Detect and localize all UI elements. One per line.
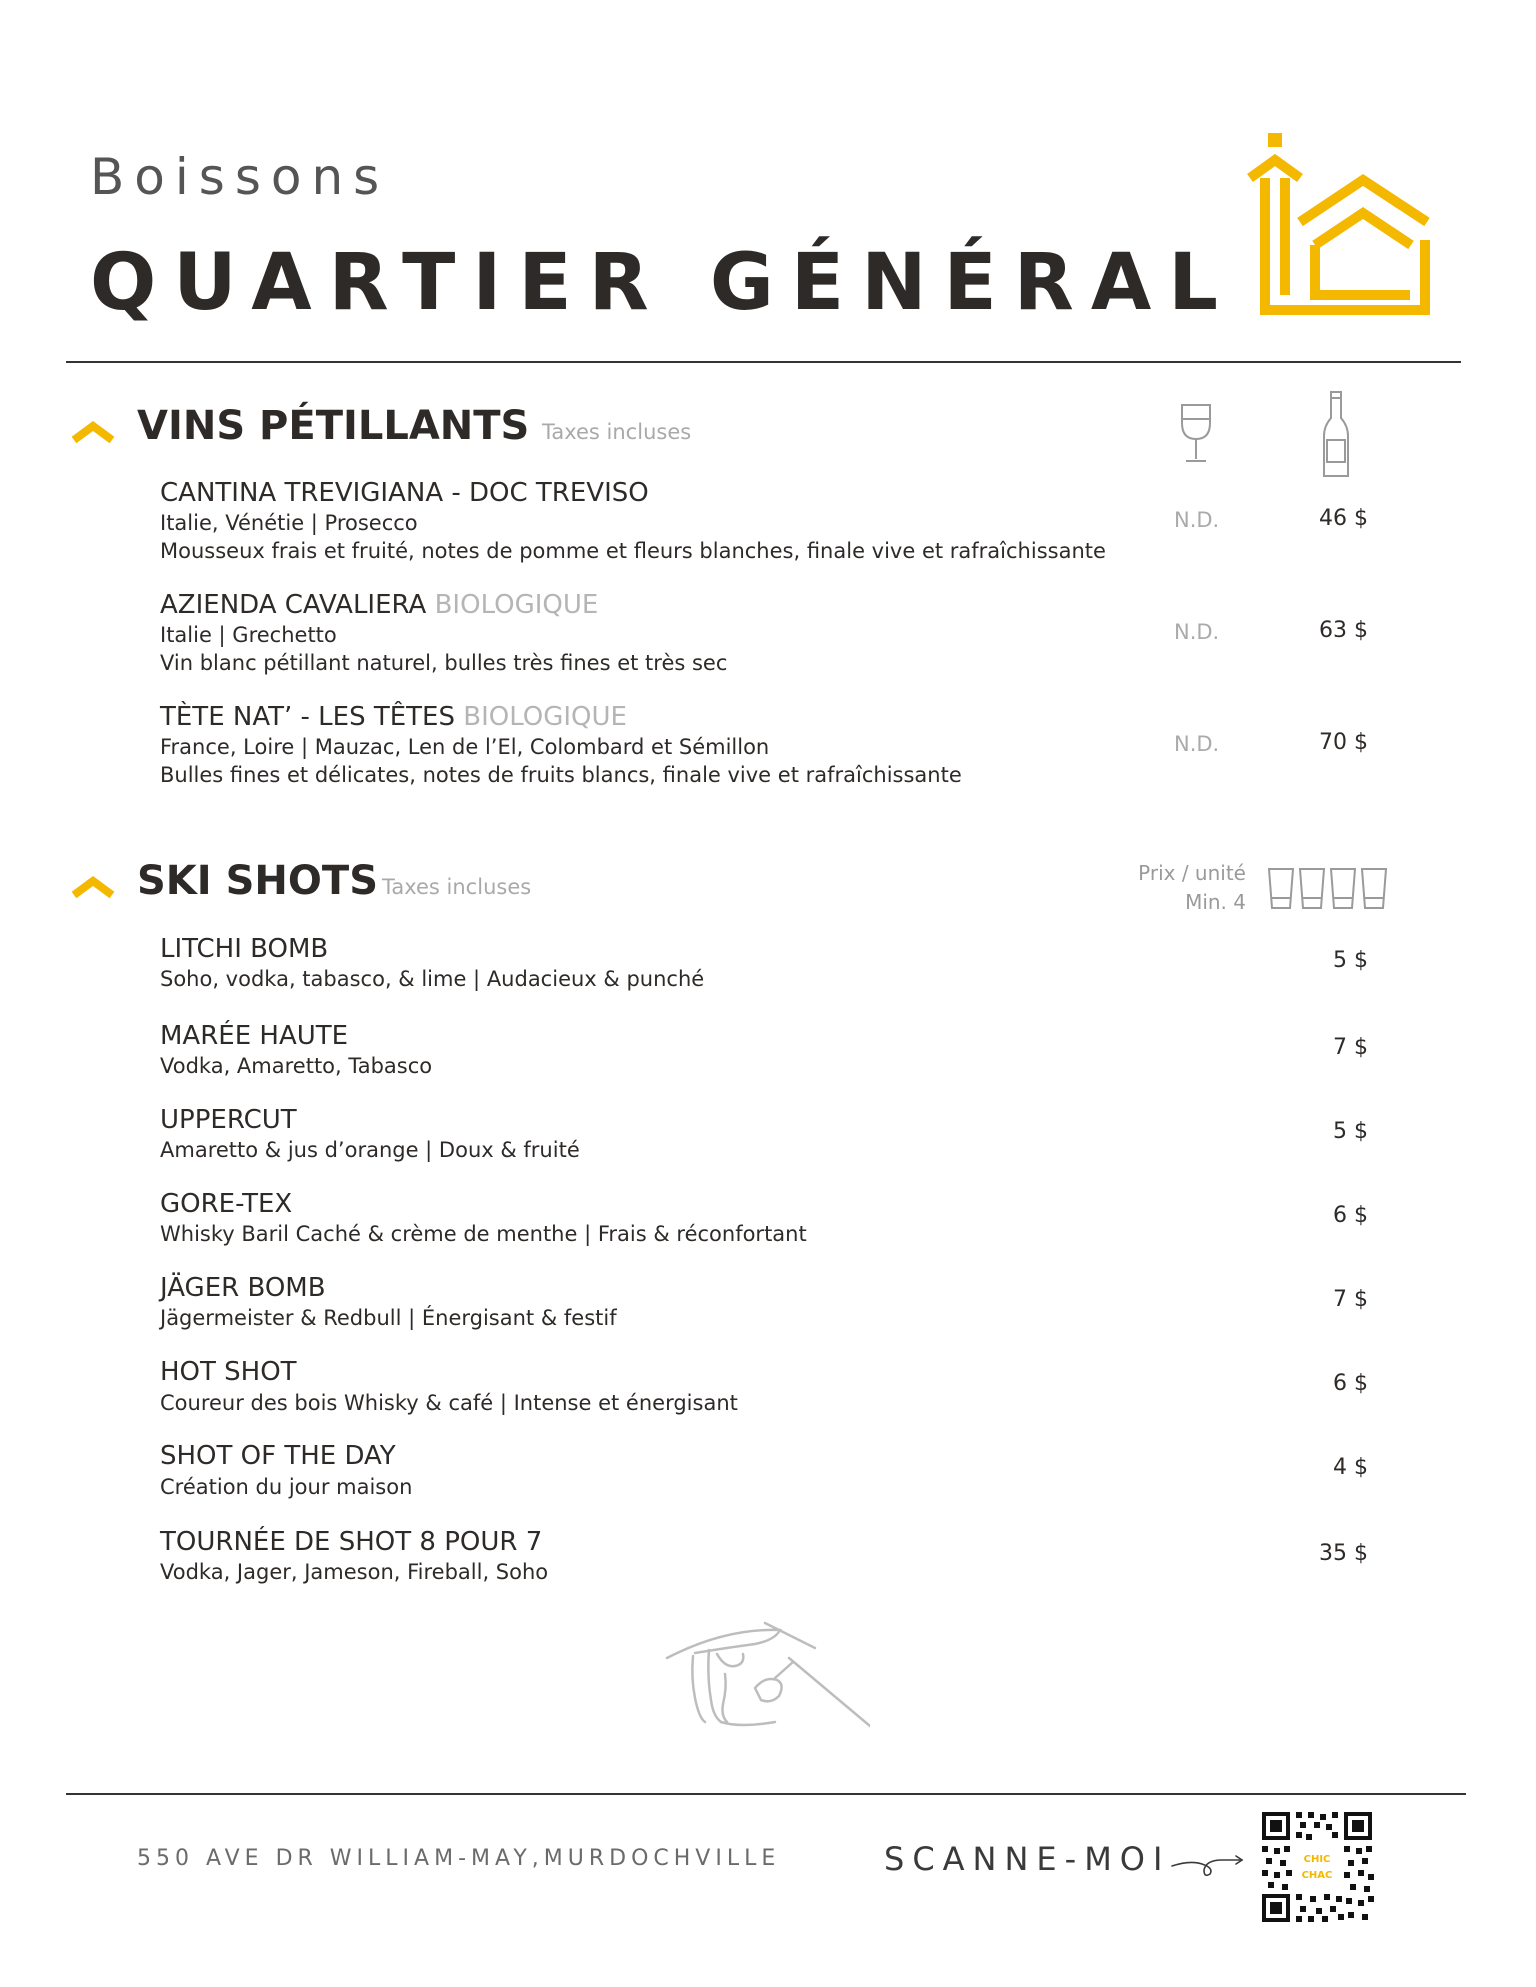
- wine-item-description: Mousseux frais et fruité, notes de pomme et fleurs blanches, finale vive et rafraîchissante: [160, 539, 1106, 563]
- taxes-note: Taxes incluses: [542, 420, 692, 444]
- page-title: QUARTIER GÉNÉRAL: [90, 238, 1235, 328]
- unit-price-label: Prix / unité: [1138, 861, 1246, 885]
- shot-price: 35 $: [1319, 1541, 1368, 1566]
- chevron-up-icon: [70, 418, 116, 444]
- wine-item-description: Bulles fines et délicates, notes de fruits blancs, finale vive et rafraîchissante: [160, 763, 962, 787]
- qr-code[interactable]: [1260, 1810, 1374, 1924]
- shot-price: 7 $: [1333, 1287, 1368, 1312]
- shot-price: 4 $: [1333, 1455, 1368, 1480]
- shot-item-name: SHOT OF THE DAY: [160, 1441, 396, 1471]
- shot-item-name: UPPERCUT: [160, 1105, 297, 1135]
- scan-me-label: SCANNE-MOI: [884, 1840, 1171, 1878]
- shot-item-name: MARÉE HAUTE: [160, 1021, 349, 1051]
- shot-glasses-icon: [1266, 866, 1392, 912]
- address: 550 AVE DR WILLIAM-MAY,MURDOCHVILLE: [137, 1846, 781, 1871]
- shot-price: 5 $: [1333, 1119, 1368, 1144]
- svg-text:CHIC: CHIC: [1303, 1854, 1331, 1865]
- shot-price: 6 $: [1333, 1371, 1368, 1396]
- shot-item-name: LITCHI BOMB: [160, 934, 329, 964]
- wine-item-name: CANTINA TREVIGIANA - DOC TREVISO: [160, 478, 649, 508]
- menu-subtitle: Boissons: [90, 148, 390, 206]
- arrow-icon: [1170, 1850, 1248, 1878]
- organic-tag: BIOLOGIQUE: [434, 590, 599, 620]
- bottle-price: 46 $: [1319, 506, 1368, 531]
- section-title-shots: SKI SHOTS: [137, 858, 378, 904]
- brand-logo: [1245, 130, 1435, 320]
- shot-item-name: HOT SHOT: [160, 1357, 297, 1387]
- shot-item-name: TOURNÉE DE SHOT 8 POUR 7: [160, 1527, 543, 1557]
- svg-text:CHAC: CHAC: [1301, 1870, 1333, 1881]
- wine-item-origin: Italie | Grechetto: [160, 623, 337, 647]
- shot-price: 6 $: [1333, 1203, 1368, 1228]
- chevron-up-icon: [70, 873, 116, 899]
- glass-price: N.D.: [1174, 508, 1220, 532]
- wine-bottle-icon: [1320, 390, 1352, 480]
- wine-item-name: TÈTE NAT’ - LES TÊTES BIOLOGIQUE: [160, 702, 627, 732]
- header-divider: [66, 361, 1461, 363]
- bottle-price: 63 $: [1319, 618, 1368, 643]
- shot-item-name: GORE-TEX: [160, 1189, 293, 1219]
- minimum-label: Min. 4: [1185, 890, 1246, 914]
- shot-item-description: Vodka, Amaretto, Tabasco: [160, 1054, 433, 1078]
- organic-tag: BIOLOGIQUE: [463, 702, 627, 732]
- skier-illustration: [665, 1618, 870, 1730]
- wine-item-origin: Italie, Vénétie | Prosecco: [160, 511, 418, 535]
- shot-price: 5 $: [1333, 948, 1368, 973]
- wine-glass-icon: [1178, 403, 1214, 465]
- footer-divider: [66, 1793, 1466, 1795]
- shot-item-description: Vodka, Jager, Jameson, Fireball, Soho: [160, 1560, 549, 1584]
- wine-item-origin: France, Loire | Mauzac, Len de l’El, Colombard et Sémillon: [160, 735, 770, 759]
- shot-item-name: JÄGER BOMB: [160, 1273, 326, 1303]
- glass-price: N.D.: [1174, 620, 1220, 644]
- shot-price: 7 $: [1333, 1035, 1368, 1060]
- shot-item-description: Création du jour maison: [160, 1475, 413, 1499]
- shot-item-description: Whisky Baril Caché & crème de menthe | Frais & réconfortant: [160, 1222, 807, 1246]
- shot-item-description: Coureur des bois Whisky & café | Intense et énergisant: [160, 1391, 738, 1415]
- shot-item-description: Soho, vodka, tabasco, & lime | Audacieux & punché: [160, 967, 705, 991]
- section-title-vins: VINS PÉTILLANTS: [137, 403, 530, 449]
- wine-item-description: Vin blanc pétillant naturel, bulles très fines et très sec: [160, 651, 728, 675]
- taxes-note: Taxes incluses: [382, 875, 532, 899]
- wine-item-name: AZIENDA CAVALIERA BIOLOGIQUE: [160, 590, 599, 620]
- shot-item-description: Jägermeister & Redbull | Énergisant & festif: [160, 1306, 617, 1330]
- bottle-price: 70 $: [1319, 730, 1368, 755]
- glass-price: N.D.: [1174, 732, 1220, 756]
- shot-item-description: Amaretto & jus d’orange | Doux & fruité: [160, 1138, 580, 1162]
